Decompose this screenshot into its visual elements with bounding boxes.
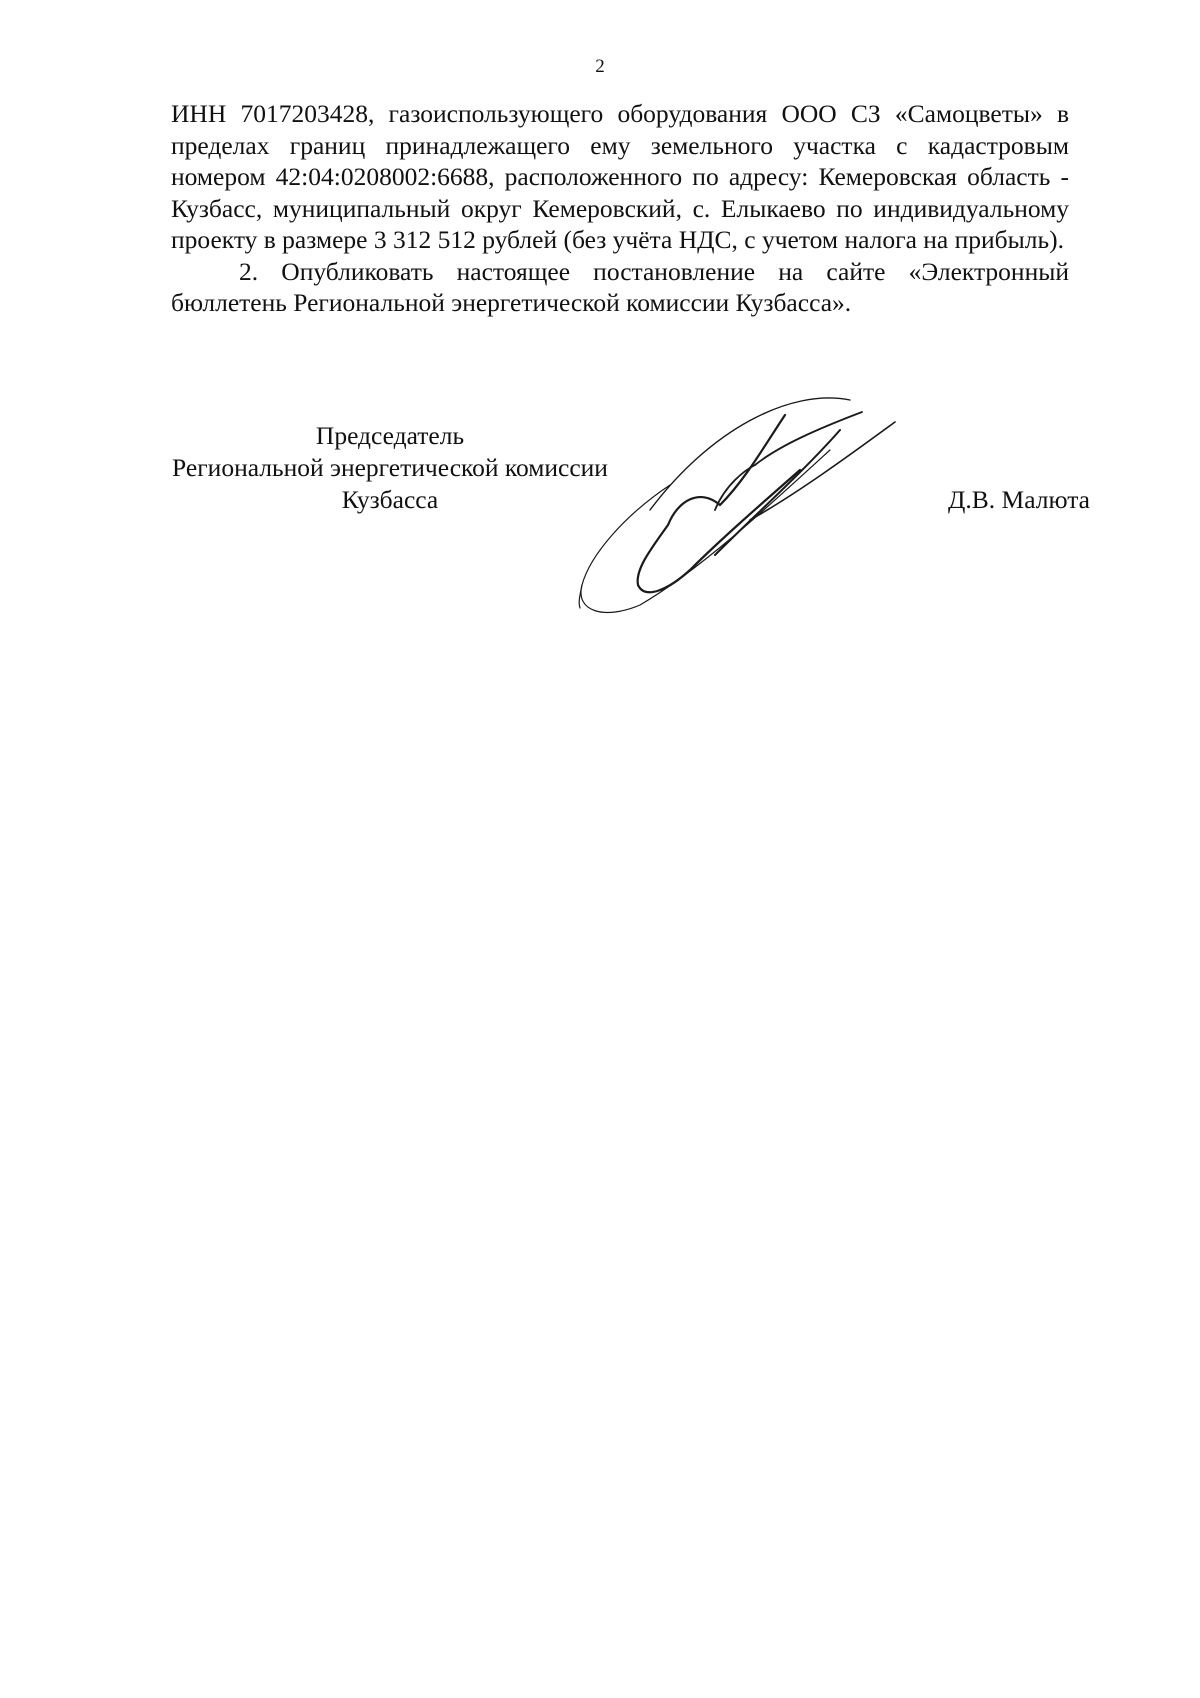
paragraph-continuation: ИНН 7017203428, газоиспользующего оборудования ООО СЗ «Самоцветы» в пределах границ принадлежащего ему земельного участка с кадастровым номером 42:04:0208002:6688, расположенного по адресу: Кемеровская область - Кузбасс, муниципальный округ Кемеровский, с. Елыкаево по индивидуальному проекту в размере 3 312 512 рублей (без учёта НДС, с учетом налога на прибыль). (171, 99, 1069, 254)
document-body (171, 98, 1069, 319)
signer-title-line: Председатель (315, 421, 465, 450)
signer-title-line: Региональной энергетической комиссии (172, 453, 608, 482)
signer-name: Д.В. Малюта (948, 485, 1090, 514)
handwritten-signature (550, 390, 930, 670)
page-number: 2 (595, 56, 605, 77)
signer-title-line: Кузбасса (341, 485, 439, 514)
paragraph-publication: 2. Опубликовать настоящее постановление на сайте «Электронный бюллетень Региональной энергетической комиссии Кузбасса». (171, 256, 1069, 317)
